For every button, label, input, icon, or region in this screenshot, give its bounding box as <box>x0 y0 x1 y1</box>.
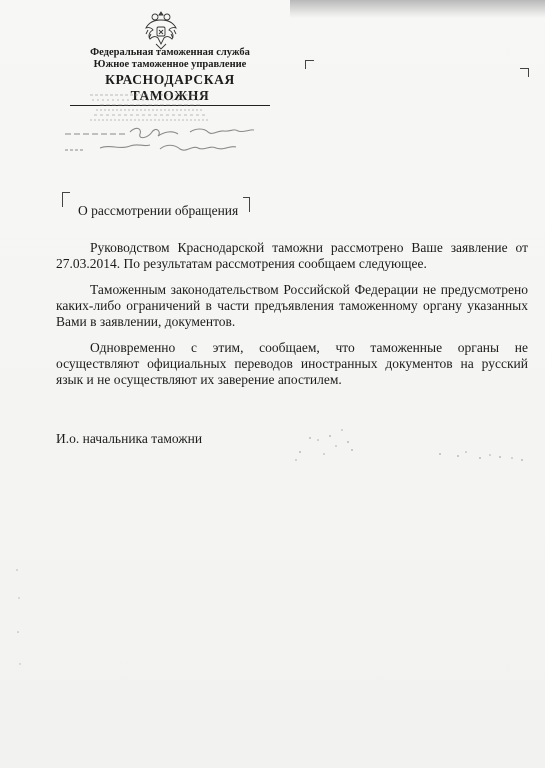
letter-subject: О рассмотрении обращения <box>78 203 239 218</box>
paragraph-1: Руководством Краснодарской таможни рассмотрено Ваше заявление от 27.03.2014. По результатам рассмотрения сообщаем следующее. <box>56 240 528 271</box>
paragraph-2: Таможенным законодательством Российской Федерации не предусмотрено каких-либо ограничений в части предъявления таможенному органу указанных Вами в заявлении, документов. <box>56 282 528 329</box>
signatory-title: И.о. начальника таможни <box>56 431 203 446</box>
scan-edge-specks <box>14 560 24 680</box>
double-headed-eagle-emblem-icon <box>143 8 179 52</box>
org-service-name: Федеральная таможенная служба <box>90 47 250 58</box>
scan-shadow <box>290 0 545 18</box>
org-department-name: Южное таможенное управление <box>93 59 247 70</box>
subject-bracket-left <box>62 192 70 207</box>
org-customs-name: КРАСНОДАРСКАЯ ТАМОЖНЯ <box>70 72 270 106</box>
subject-bracket-right <box>243 197 250 212</box>
faded-signature-marks <box>290 418 530 468</box>
faded-address-stamp <box>60 92 290 162</box>
paragraph-3: Одновременно с этим, сообщаем, что таможенные органы не осуществляют официальных переводов иностранных документов на русский язык и не осуществляют их заверение апостилем. <box>56 340 528 387</box>
address-field-bracket-left <box>305 60 314 69</box>
letter-body <box>56 240 528 398</box>
address-field-bracket-right <box>520 68 529 77</box>
